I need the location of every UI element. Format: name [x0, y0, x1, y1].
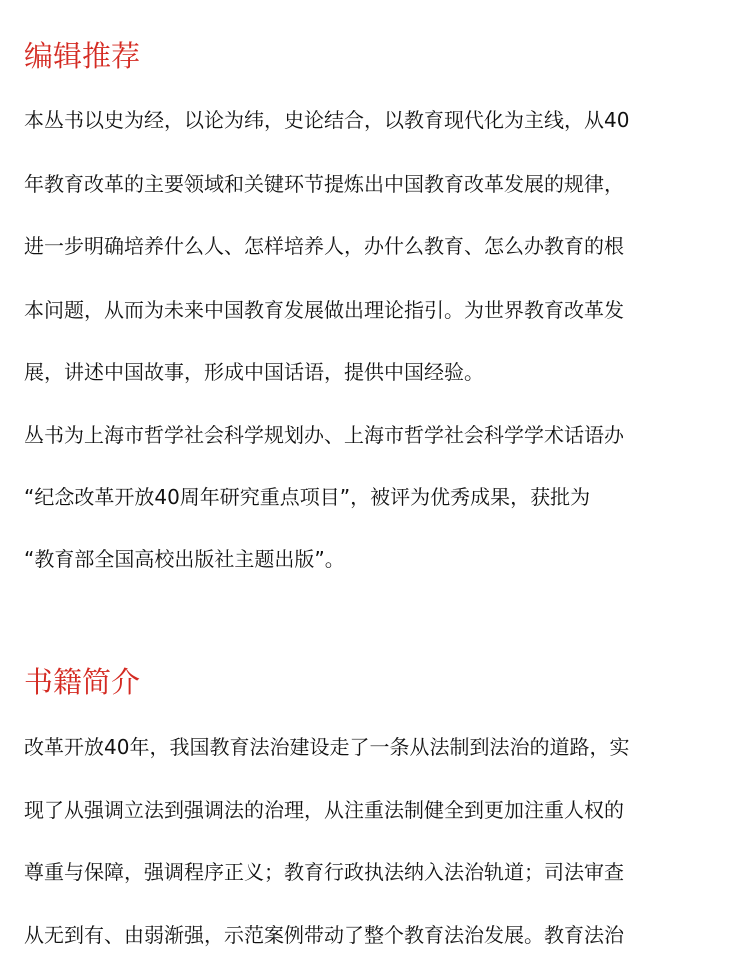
editor-recommendation-line: 丛书为上海市哲学社会科学规划办、上海市哲学社会科学学术话语办 [24, 423, 624, 447]
book-intro-line: 改革开放40年，我国教育法治建设走了一条从法制到法治的道路，实 [24, 735, 630, 759]
book-intro-line: 尊重与保障，强调程序正义；教育行政执法纳入法治轨道；司法审查 [24, 860, 624, 884]
editor-recommendation-line: 展，讲述中国故事，形成中国话语，提供中国经验。 [24, 360, 484, 384]
editor-recommendation-line: 本问题，从而为未来中国教育发展做出理论指引。为世界教育改革发 [24, 298, 624, 322]
editor-recommendation-line: “教育部全国高校出版社主题出版”。 [24, 547, 345, 571]
editor-recommendation-line: 本丛书以史为经，以论为纬，史论结合，以教育现代化为主线，从40 [24, 108, 630, 132]
book-intro-line: 现了从强调立法到强调法的治理，从注重法制健全到更加注重人权的 [24, 798, 624, 822]
editor-recommendation-heading: 编辑推荐 [24, 39, 141, 73]
book-intro-heading: 书籍简介 [24, 665, 141, 699]
book-intro-line: 从无到有、由弱渐强，示范案例带动了整个教育法治发展。教育法治 [24, 923, 624, 947]
editor-recommendation-line: “纪念改革开放40周年研究重点项目”，被评为优秀成果，获批为 [24, 485, 591, 509]
editor-recommendation-line: 进一步明确培养什么人、怎样培养人，办什么教育、怎么办教育的根 [24, 234, 624, 258]
editor-recommendation-line: 年教育改革的主要领域和关键环节提炼出中国教育改革发展的规律， [24, 172, 624, 196]
